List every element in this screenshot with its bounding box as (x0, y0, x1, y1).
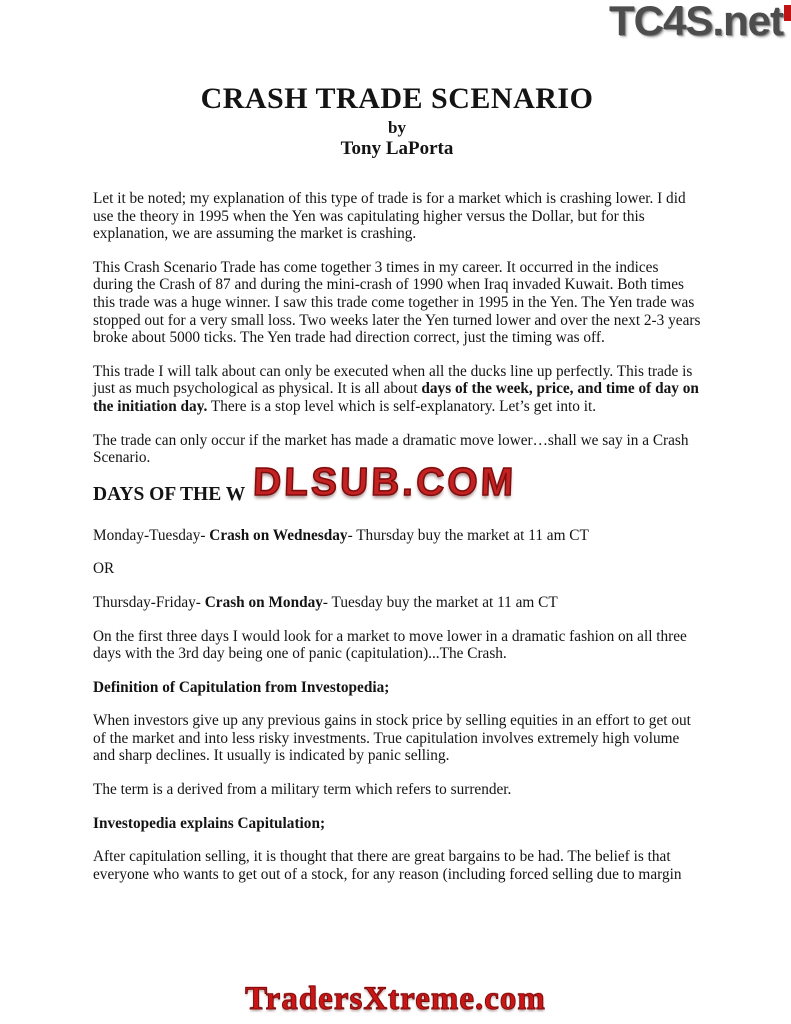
paragraph-history: This Crash Scenario Trade has come together 3 times in my career. It occurred in the indices during the Crash of 87 and during the mini-crash of 1990 when Iraq invaded Kuwait. Both times this trade was a huge winner. I saw this trade come together in 1995 in the Yen. The Yen trade was stopped out for a very small loss. Two weeks later the Yen turned lower and over the next 2-3 years broke about 5000 ticks. The Yen trade had direction correct, just the timing was off. (93, 258, 701, 347)
paragraph-conditions-pre: This trade I will talk about can only be executed when all the ducks line up perfectly. This trade is just as much psychological as physical. It is all about (93, 362, 693, 398)
tradersxtreme-watermark: TradersXtreme.com (245, 981, 546, 1017)
paragraph-intro: Let it be noted; my explanation of this type of trade is for a market which is crashing lower. I did use the theory in 1995 when the Yen was capitulating higher versus the Dollar, but for this explanation, we are assuming the market is crashing. (93, 190, 686, 243)
rule-thursday-pre: Thursday-Friday- (93, 593, 205, 611)
author-name: Tony LaPorta (340, 138, 454, 159)
rule-monday-bold: Crash on Wednesday (209, 526, 348, 544)
paragraph-crash-scenario: The trade can only occur if the market has made a dramatic move lower…shall we say in a Crash Scenario. (93, 431, 689, 467)
paragraph-after-capitulation: After capitulation selling, it is thought that there are great bargains to be had. The belief is that everyone who wants to get out of a stock, for any reason (including forced selling due to margin (93, 848, 682, 883)
tc4s-logo-watermark: TC4S.net (608, 0, 783, 44)
or-separator: OR (93, 560, 115, 578)
bottom-watermark-row (0, 981, 791, 1018)
tc4s-logo-red-accent (784, 5, 791, 21)
rule-monday-tuesday (93, 527, 701, 545)
byline: by (388, 118, 406, 137)
dlsub-stamp-watermark: DLSUB.COM (252, 460, 517, 504)
section-heading-text: DAYS OF THE W (93, 483, 246, 505)
document-body (93, 82, 701, 899)
paragraph-definition: When investors give up any previous gains in stock price by selling equities in an effort to get out of the market and into less risky investments. True capitulation involves extremely high volume and sharp declines. It usually is indicated by panic selling. (93, 712, 691, 765)
paragraph-conditions-bold: days of the week, price, and time of day on the initiation day. (93, 380, 699, 415)
rule-monday-post: - Thursday buy the market at 11 am CT (347, 526, 589, 544)
definition-heading: Definition of Capitulation from Investopedia; (93, 678, 390, 696)
rule-thursday-bold: Crash on Monday (204, 593, 323, 611)
paragraph-conditions (93, 363, 701, 416)
rule-thursday-friday (93, 594, 701, 612)
explains-heading: Investopedia explains Capitulation; (93, 814, 326, 832)
paragraph-three-days: On the first three days I would look for a market to move lower in a dramatic fashion on all three days with the 3rd day being one of panic (capitulation)...The Crash. (93, 627, 687, 663)
section-heading-days-of-week (93, 460, 701, 507)
rule-thursday-post: - Tuesday buy the market at 11 am CT (322, 593, 558, 611)
paragraph-conditions-post: There is a stop level which is self-explanatory. Let’s get into it. (207, 397, 597, 415)
paragraph-military-term: The term is a derived from a military term which refers to surrender. (93, 781, 512, 799)
page-title: CRASH TRADE SCENARIO (200, 82, 594, 115)
rule-monday-pre: Monday-Tuesday- (93, 526, 210, 544)
